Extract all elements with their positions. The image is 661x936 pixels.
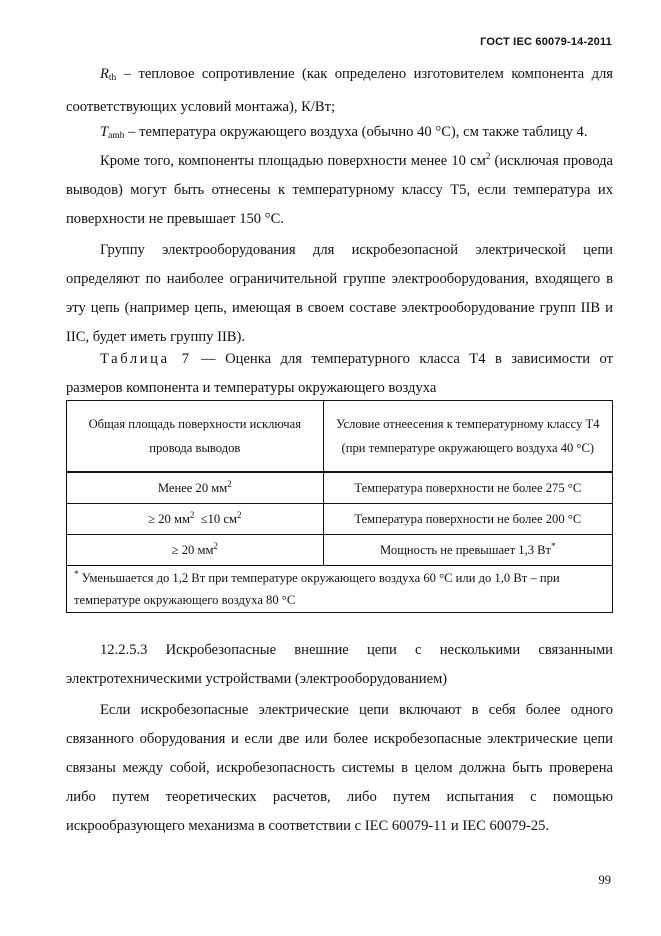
cell-condition: Температура поверхности не более 200 °С — [323, 504, 612, 535]
tamb-symbol: $T_{amb}$ — [100, 124, 125, 141]
table-header-row — [67, 401, 613, 473]
paragraph-tamb-definition: $T_{amb}$ – температура окружающего воздуха (обычно 40 °С), см также таблицу 4. — [100, 124, 588, 141]
cell-area: ≥ 20 $мм^2 \le 10$ $см^2$ — [67, 504, 324, 535]
page-number: 99 — [598, 873, 611, 887]
table-footnote: * Уменьшается до 1,2 Вт при температуре окружающего воздуха 60 °С или до 1,0 Вт – при температуре окружающего воздуха 80 °С — [67, 566, 613, 613]
cell-area: ≥ 20 $мм^2$ — [67, 535, 324, 566]
table-7 — [66, 400, 613, 613]
table-caption-label: Таблица 7 — [100, 351, 192, 367]
table-note-row — [67, 566, 613, 613]
document-header: ГОСТ IEC 60079-14-2011 — [480, 36, 612, 48]
table-caption: Таблица 7 — Оценка для температурного класса Т4 в зависимости от размеров компонента и температуры окружающего воздуха — [66, 351, 613, 396]
cell-condition: Мощность не превышает 1,3 Вт* — [323, 535, 612, 566]
header-area: Общая площадь поверхности исключая провода выводов — [67, 401, 324, 473]
cell-area: Менее 20 $мм^2$ — [67, 472, 324, 504]
table-row — [67, 535, 613, 566]
table-row — [67, 504, 613, 535]
paragraph-t5-class: Кроме того, компоненты площадью поверхности менее 10 $см^2$ (исключая провода выводов) могут быть отнесены к температурному классу Т5, если температура их поверхности не превышает 150 °С. — [66, 151, 613, 227]
table-row — [67, 472, 613, 504]
paragraph-rth-definition: $R_{th}$ – тепловое сопротивление (как определено изготовителем компонента для соответствующих условий монтажа), К/Вт; — [66, 66, 613, 115]
header-condition: Условие отнеесения к температурному классу Т4 (при температуре окружающего воздуха 40 °С) — [323, 401, 612, 473]
cell-condition: Температура поверхности не более 275 °С — [323, 472, 612, 504]
section-heading-12-2-5-3: 12.2.5.3 Искробезопасные внешние цепи с несколькими связанными электротехническими устройствами (электрооборудованием) — [66, 642, 613, 687]
rth-symbol: $R_{th}$ — [100, 66, 117, 83]
paragraph-multiple-associated: Если искробезопасные электрические цепи включают в себя более одного связанного оборудования и если две или более искробезопасные электрические цепи связаны между собой, искробезопасность системы в целом должна быть проверена либо путем теоретических расчетов, либо путем испытания с помощью искрообразующего механизма в соответствии с IEC 60079-11 и IEC 60079-25. — [66, 702, 613, 834]
paragraph-equipment-group: Группу электрооборудования для искробезопасной электрической цепи определяют по наиболее ограничительной группе электрооборудования, входящего в эту цепь (например цепь, имеющая в своем составе электрооборудование групп IIВ и IIС, будет иметь группу IIВ). — [66, 242, 613, 345]
